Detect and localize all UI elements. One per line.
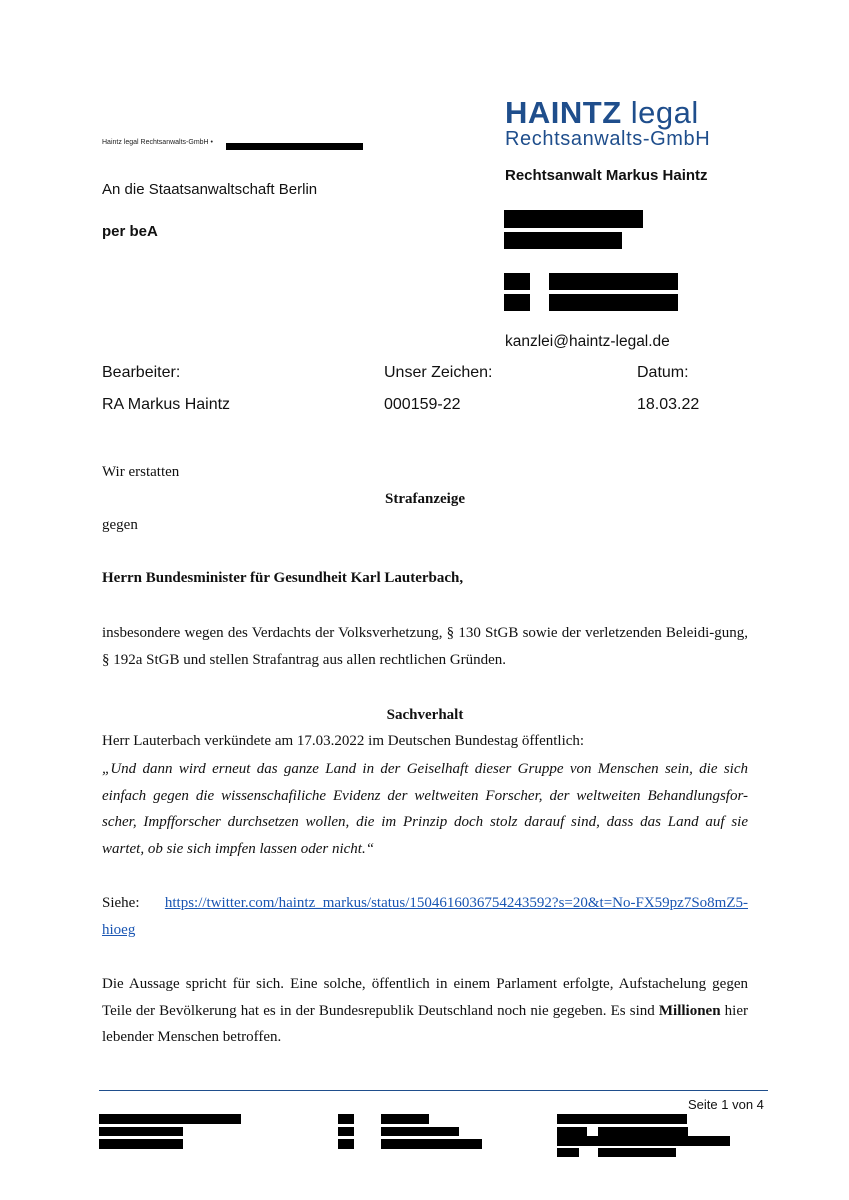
redacted-footer-col3-label2 bbox=[557, 1127, 587, 1136]
redacted-footer-col3-label4 bbox=[557, 1148, 579, 1157]
redacted-phone-number bbox=[549, 273, 678, 290]
zeichen-label: Unser Zeichen: bbox=[384, 364, 493, 381]
redacted-fax-number bbox=[549, 294, 678, 311]
redacted-footer-col3-line4 bbox=[598, 1148, 676, 1157]
document-heading: Strafanzeige bbox=[385, 491, 465, 507]
bearbeiter-value: RA Markus Haintz bbox=[102, 396, 231, 413]
brand-logo bbox=[505, 96, 699, 130]
closing-emphasis: Millionen bbox=[658, 1002, 721, 1019]
redacted-phone-label bbox=[504, 273, 530, 290]
quote-paragraph: „Und dann wird erneut das ganze Land in der Geiselhaft dieser Gruppe von Menschen sein, die sich einfach gegen die wissenschafiliche Evidenz der weltweiten Forscher, der weltweiten Behandlungsfor-scher, Impfforscher durchsetzen wollen, die im Prinzip doch stolz darauf sind, dass das Land auf sie wartet, ob sie sich impfen lassen oder nicht.“ bbox=[102, 761, 748, 857]
redacted-address-line-2 bbox=[504, 232, 622, 249]
redacted-footer-col3-line3 bbox=[557, 1136, 730, 1146]
contact-email: kanzlei@haintz-legal.de bbox=[505, 333, 670, 350]
redacted-footer-col2-line1 bbox=[381, 1114, 429, 1124]
against-text: gegen bbox=[102, 517, 138, 533]
lawyer-name: Rechtsanwalt Markus Haintz bbox=[505, 167, 708, 184]
redacted-footer-col2-label3 bbox=[338, 1139, 354, 1149]
redacted-footer-col1-line2 bbox=[99, 1127, 183, 1136]
recipient-line: An die Staatsanwaltschaft Berlin bbox=[102, 181, 318, 198]
redacted-footer-col2-label1 bbox=[338, 1114, 354, 1124]
charges-paragraph: insbesondere wegen des Verdachts der Volksverhetzung, § 130 StGB sowie der verletzenden Beleidi-gung, § 192a StGB und stellen Strafantrag aus allen rechtlichen Gründen. bbox=[102, 625, 748, 668]
footer-divider bbox=[99, 1090, 768, 1091]
redacted-footer-col3-line1 bbox=[557, 1114, 687, 1124]
accused-name: Herrn Bundesminister für Gesundheit Karl Lauterbach, bbox=[102, 570, 464, 586]
closing-paragraph bbox=[102, 971, 748, 1051]
redacted-footer-col2-line3 bbox=[381, 1139, 482, 1149]
delivery-method: per beA bbox=[102, 223, 158, 240]
twitter-link[interactable]: https://twitter.com/haintz_markus/status/1504616036754243592?s=20&t=No-FX59pz7So8mZ5-hioeg bbox=[102, 895, 748, 938]
bearbeiter-label: Bearbeiter: bbox=[102, 364, 181, 381]
redacted-footer-col3-line2 bbox=[598, 1127, 688, 1136]
closing-text-1: Die Aussage spricht für sich. Eine solche, öffentlich in einem Parlament erfolgte, Aufstachelung gegen Teile der Bevölkerung hat es in der Bundesrepublik Deutschland noch nie gegeben. Es sind bbox=[102, 976, 748, 1019]
datum-value: 18.03.22 bbox=[637, 396, 700, 413]
redacted-sender-address bbox=[226, 143, 363, 150]
sender-address-line: Haintz legal Rechtsanwalts-GmbH • bbox=[102, 139, 213, 146]
source-paragraph bbox=[102, 890, 748, 943]
section-title: Sachverhalt bbox=[386, 707, 464, 723]
redacted-address-line-1 bbox=[504, 210, 643, 228]
intro-text: Wir erstatten bbox=[102, 464, 180, 480]
redacted-fax-label bbox=[504, 294, 530, 311]
datum-label: Datum: bbox=[637, 364, 689, 381]
page-number: Seite 1 von 4 bbox=[688, 1097, 764, 1112]
brand-name-light: legal bbox=[630, 95, 699, 130]
zeichen-value: 000159-22 bbox=[384, 396, 461, 413]
closing-text-2: hier lebender Menschen betroffen. bbox=[102, 1002, 749, 1045]
redacted-footer-col2-line2 bbox=[381, 1127, 459, 1136]
redacted-footer-col1-line3 bbox=[99, 1139, 183, 1149]
see-label: Siehe: bbox=[102, 895, 140, 911]
facts-intro: Herr Lauterbach verkündete am 17.03.2022 im Deutschen Bundestag öffentlich: bbox=[102, 733, 585, 749]
brand-name-bold: HAINTZ bbox=[505, 95, 622, 130]
redacted-footer-col1-line1 bbox=[99, 1114, 241, 1124]
brand-subtitle: Rechtsanwalts-GmbH bbox=[505, 128, 711, 150]
redacted-footer-col2-label2 bbox=[338, 1127, 354, 1136]
